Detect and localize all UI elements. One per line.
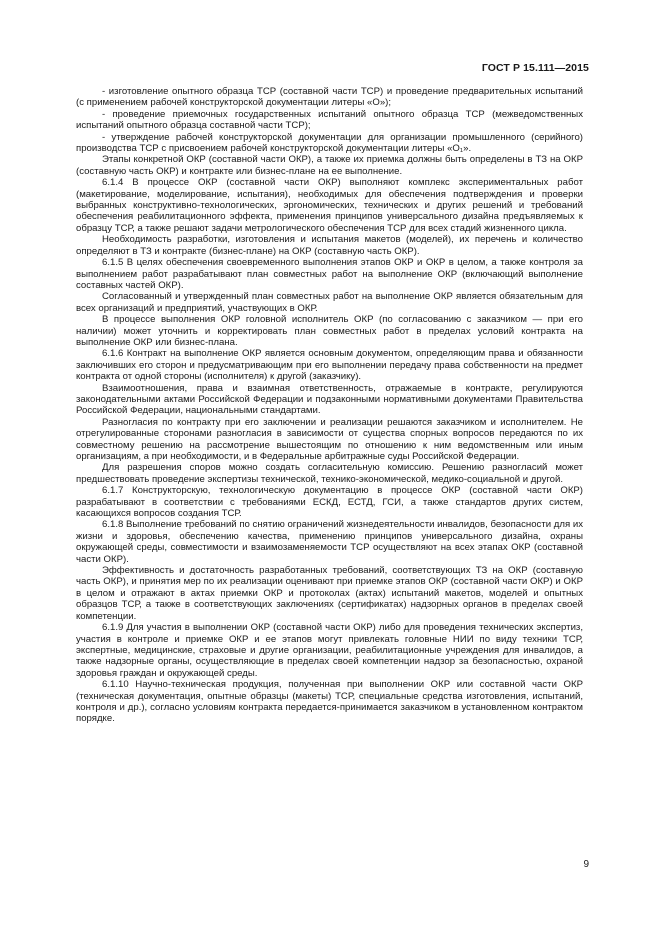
document-body (76, 86, 583, 725)
paragraph: Взаимоотношения, права и взаимная ответственность, отражаемые в контракте, регулируются законодательными актами Российской Федерации и подзаконными нормативными документами Правительства Российской Федерации, национальными стандартами. (76, 382, 583, 417)
paragraph: - утверждение рабочей конструкторской документации для организации промышленного (серийного) производства ТСР с присвоением рабочей конструкторской документации литеры «О₁». (76, 131, 583, 155)
page-number: 9 (583, 859, 589, 870)
paragraph: Эффективность и достаточность разработанных требований, соответствующих ТЗ на ОКР (составную часть ОКР), и принятия мер по их реализации оценивают при приемке этапов ОКР (составной части ОКР) и ОКР в целом и отражают в актах приемки ОКР и протоколах (актах) испытаний макетов, моделей и опытных образцов ТСР, а также в соответствующих заключениях (сертификатах) надзорных органов в пределах своей компетенции. (76, 565, 583, 622)
paragraph: Разногласия по контракту при его заключении и реализации решаются заказчиком и исполнителем. Не отрегулированные сторонами разногласия в зависимости от существа спорных вопросов передаются по их совместному решению на рассмотрение вышестоящим по отношению к ним ведомственным или иным организациям, а при необходимости, и в Федеральные арбитражные суды Российской Федерации. (76, 416, 583, 462)
paragraph: В процессе выполнения ОКР головной исполнитель ОКР (по согласованию с заказчиком — при его наличии) может уточнить и корректировать план совместных работ в пределах условий контракта на выполнение ОКР или бизнес-плана. (76, 314, 583, 348)
paragraph: 6.1.10 Научно-техническая продукция, полученная при выполнении ОКР или составной части ОКР (техническая документация, опытные образцы (макеты) ТСР, специальные средства изготовления, испытаний, контроля и др.), согласно условиям контракта передается-принимается заказчиком в установленном контрактом порядке. (76, 679, 583, 725)
paragraph: 6.1.7 Конструкторскую, технологическую документацию в процессе ОКР (составной части ОКР) разрабатывают в соответствии с требованиями ЕСКД, ЕСТД, ГСИ, а также стандартов других систем, касающихся вопросов создания ТСР. (76, 485, 583, 520)
paragraph: 6.1.6 Контракт на выполнение ОКР является основным документом, определяющим права и обязанности заключивших его сторон и предусматривающим при его выполнении передачу права собственности на предмет контракта от одной стороны (исполнителя) к другой (заказчику). (76, 348, 583, 383)
paragraph: Для разрешения споров можно создать согласительную комиссию. Решению разногласий может предшествовать проведение экспертизы технической, технико-экономической, медико-социальной и другой. (76, 462, 583, 485)
paragraph: - изготовление опытного образца ТСР (составной части ТСР) и проведение предварительных испытаний (с применением рабочей конструкторской документации литеры «О»); (76, 86, 583, 109)
paragraph: Необходимость разработки, изготовления и испытания макетов (моделей), их перечень и количество определяют в ТЗ и контракте (бизнес-плане) на ОКР (составную часть ОКР). (76, 234, 583, 257)
paragraph: Этапы конкретной ОКР (составной части ОКР), а также их приемка должны быть определены в ТЗ на ОКР (составную часть ОКР) и контракте или бизнес-плане на ее выполнение. (76, 154, 583, 177)
paragraph: Согласованный и утвержденный план совместных работ на выполнение ОКР является обязательным для всех организаций и предприятий, участвующих в ОКР. (76, 291, 583, 314)
paragraph: 6.1.5 В целях обеспечения своевременного выполнения этапов ОКР и ОКР в целом, а также контроля за выполнением работ разрабатывают план совместных работ на выполнение ОКР (включающий выполнение составных частей ОКР). (76, 257, 583, 291)
paragraph: - проведение приемочных государственных испытаний опытного образца ТСР (межведомственных испытаний опытного образца составной части ТСР); (76, 108, 583, 132)
paragraph: 6.1.4 В процессе ОКР (составной части ОКР) выполняют комплекс экспериментальных работ (макетирование, моделирование, испытания), необходимых для обеспечения подтверждения и проверки выбранных конструктивно-технологических, эргономических, технических и других решений и требований обеспечения реабилитационного эффекта, применения принципов универсального дизайна предъявляемых к образцу ТСР, а также решают задачи метрологического обеспечения ТСР для всех стадий жизненного цикла. (76, 177, 583, 234)
paragraph: 6.1.8 Выполнение требований по снятию ограничений жизнедеятельности инвалидов, безопасности для их жизни и здоровья, обеспечению качества, применению принципов универсального дизайна, охраны окружающей среды, совместимости и взаимозаменяемости ТСР осуществляют на всех этапах ОКР (составной части ОКР). (76, 519, 583, 565)
paragraph: 6.1.9 Для участия в выполнении ОКР (составной части ОКР) либо для проведения технических экспертиз, участия в контроле и приемке ОКР и ее этапов могут привлекать головные НИИ по виду техники ТСР, экспертные, медицинские, страховые и другие организации, реабилитационные учреждения для инвалидов, а также надзорные органы, осуществляющие в пределах своей компетенции надзор за безопасностью, охраной здоровья граждан и окружающей среды. (76, 622, 583, 679)
document-header: ГОСТ Р 15.111—2015 (481, 62, 589, 74)
